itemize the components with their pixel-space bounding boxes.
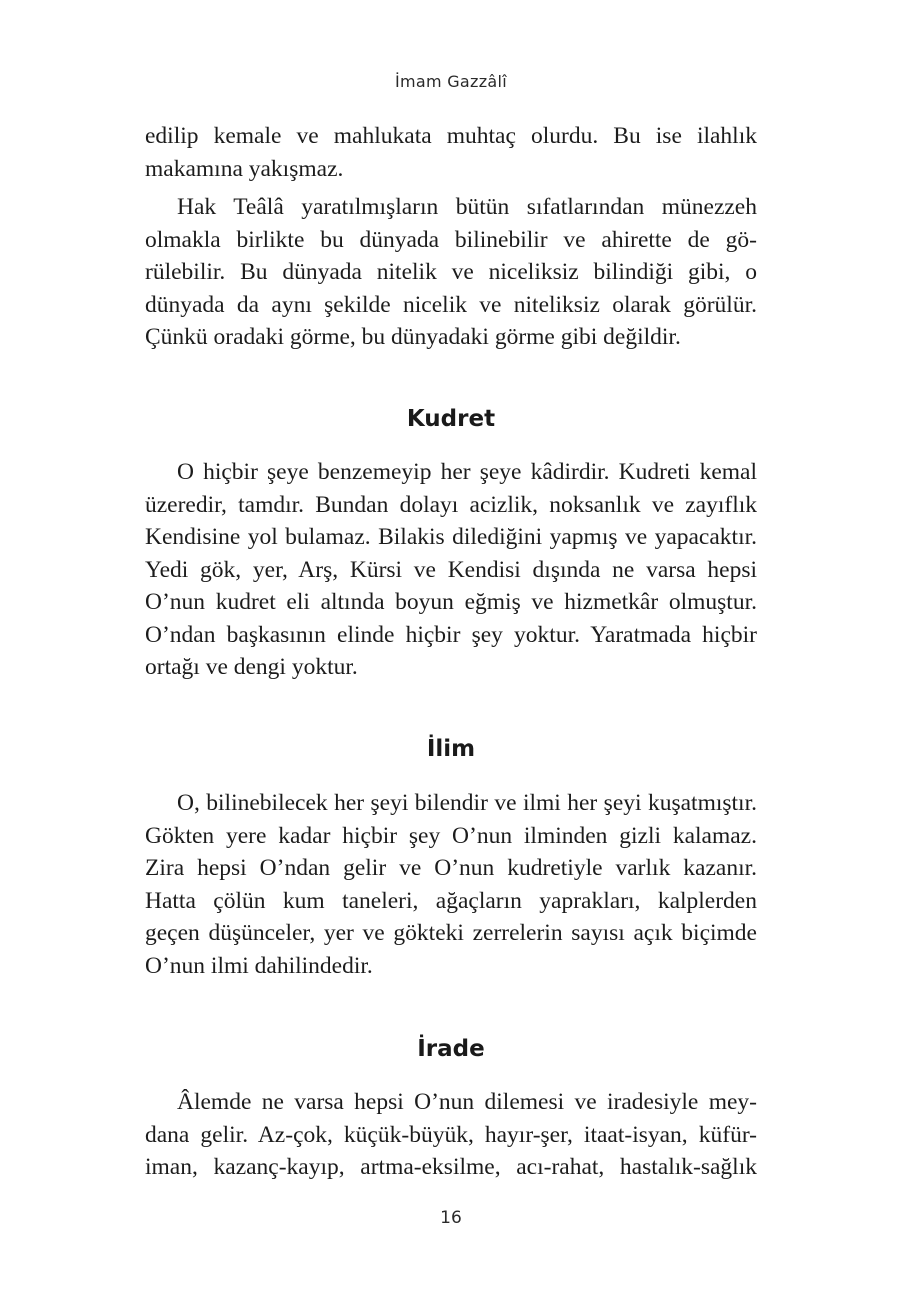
text-line: Yedi gök, yer, Arş, Kürsi ve Kendisi dışında ne varsa hepsi <box>145 556 757 583</box>
text-line: Âlemde ne varsa hepsi O’nun dilemesi ve iradesiyle mey- <box>177 1089 757 1115</box>
book-page <box>145 0 757 1300</box>
section-heading-kudret: Kudret <box>406 406 496 432</box>
text-line: Gökten yere kadar hiçbir şey O’nun ilminden gizli kalamaz. <box>145 822 757 849</box>
text-line: O’ndan başkasının elinde hiçbir şey yoktur. Yaratmada hiçbir <box>145 621 757 648</box>
section-heading-ilim: İlim <box>426 736 476 762</box>
text-line: Çünkü oradaki görme, bu dünyadaki görme gibi değildir. <box>145 324 681 350</box>
text-line: geçen düşünceler, yer ve gökteki zerrelerin sayısı açık biçimde <box>145 920 757 946</box>
text-line: üzeredir, tamdır. Bundan dolayı acizlik, noksanlık ve zayıflık <box>145 491 757 518</box>
paragraph <box>145 456 757 684</box>
text-line: ortağı ve dengi yoktur. <box>145 654 358 680</box>
text-line: Hatta çölün kum taneleri, ağaçların yaprakları, kalplerden <box>145 887 757 914</box>
text-line: makamına yakışmaz. <box>145 155 344 182</box>
text-line: O hiçbir şeye benzemeyip her şeye kâdirdir. Kudreti kemal <box>177 459 757 485</box>
text-line: O’nun kudret eli altında boyun eğmiş ve hizmetkâr olmuştur. <box>145 589 757 615</box>
text-line: dana gelir. Az-çok, küçük-büyük, hayır-şer, itaat-isyan, küfür- <box>145 1121 757 1148</box>
text-line: iman, kazanç-kayıp, artma-eksilme, acı-rahat, hastalık-sağlık <box>145 1154 757 1180</box>
text-line: O’nun ilmi dahilindedir. <box>145 952 373 979</box>
text-line: Zira hepsi O’ndan gelir ve O’nun kudretiyle varlık kazanır. <box>145 855 757 881</box>
paragraph <box>145 787 757 982</box>
paragraph <box>145 191 757 354</box>
paragraph-continuation <box>145 120 757 185</box>
section-heading-irade: İrade <box>417 1036 485 1062</box>
paragraph <box>145 1086 757 1184</box>
text-line: Hak Teâlâ yaratılmışların bütün sıfatlarından münezzeh <box>177 194 757 220</box>
text-line: Kendisine yol bulamaz. Bilakis dilediğini yapmış ve yapacaktır. <box>145 524 757 550</box>
text-line: dünyada da aynı şekilde nicelik ve niteliksiz olarak görülür. <box>145 291 757 318</box>
text-line: O, bilinebilecek her şeyi bilendir ve ilmi her şeyi kuşatmıştır. <box>177 790 757 816</box>
page-number: 16 <box>440 1208 462 1228</box>
running-head: İmam Gazzâlî <box>394 72 508 91</box>
text-line: rülebilir. Bu dünyada nitelik ve niceliksiz bilindiği gibi, o <box>145 259 757 285</box>
text-line: edilip kemale ve mahlukata muhtaç olurdu. Bu ise ilahlık <box>145 123 757 149</box>
text-line: olmakla birlikte bu dünyada bilinebilir ve ahirette de gö- <box>145 226 757 253</box>
